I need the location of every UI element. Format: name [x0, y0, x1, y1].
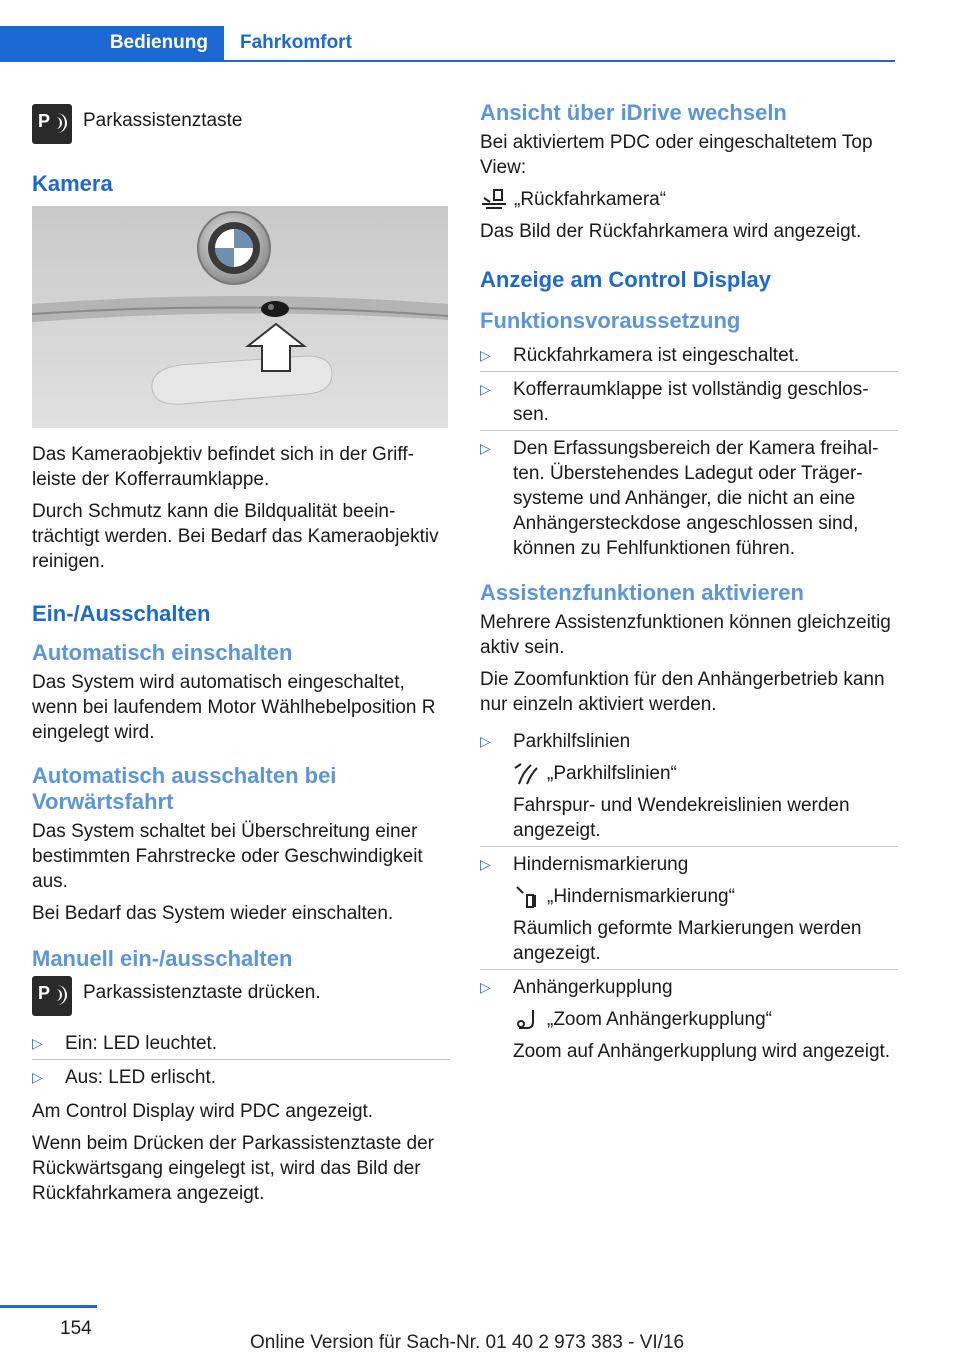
park-assist-press-label: Parkassistenztaste drücken.	[83, 982, 321, 1003]
park-assist-button-icon: P	[32, 104, 72, 144]
requirements-list	[480, 338, 898, 564]
footer-version: Online Version für Sach-Nr. 01 40 2 973 383 - VI/16	[250, 1332, 685, 1353]
heading-auto-ein: Automatisch einschalten	[32, 640, 293, 665]
park-assist-key-label: Parkassistenztaste	[83, 110, 243, 131]
tab-fahrkomfort[interactable]: Fahrkomfort	[240, 32, 352, 53]
list-item: ▷ Ein: LED leuchtet.	[32, 1026, 450, 1060]
paragraph-rueckwaerts: Wenn beim Drücken der Parkassistenztaste der Rückwärtsgang eingelegt ist, wird das Bild der Rückfahrkamera angezeigt.	[32, 1133, 434, 1204]
park-assist-press-row	[32, 976, 450, 1016]
list-item: ▷ Aus: LED erlischt.	[32, 1067, 216, 1088]
assist-functions-list	[480, 724, 898, 1067]
tab-bedienung[interactable]: Bedienung	[0, 26, 224, 60]
menu-parkhilfslinien: „Parkhilfslinien“	[513, 761, 898, 786]
park-assist-button-icon: P	[32, 976, 72, 1016]
paragraph-assist-1: Mehrere Assistenzfunktionen können gleichzeitig aktiv sein.	[480, 612, 891, 658]
page-number: 154	[60, 1318, 92, 1339]
obstacle-marking-icon	[513, 885, 541, 909]
paragraph-kamera-1: Das Kameraobjektiv befindet sich in der Griffleiste der Kofferraumklappe.	[32, 444, 414, 490]
rear-camera-icon	[480, 188, 508, 212]
heading-assistenzfunktionen: Assistenzfunktionen aktivieren	[480, 580, 804, 605]
trailer-hitch-icon	[513, 1008, 541, 1032]
paragraph-assist-2: Die Zoomfunktion für den Anhängerbetrieb kann nur einzeln aktiviert werden.	[480, 669, 885, 715]
heading-ein-ausschalten: Ein-/Ausschalten	[32, 601, 211, 626]
list-item: ▷ Anhängerkupplung „Zoom Anhängerkupplung“ Zoom auf Anhängerkupplung wird angezeigt.	[480, 970, 898, 1067]
list-item: ▷ Parkhilfslinien „Parkhilfslinien“ Fahrspur- und Wendekreislinien werden angezeigt.	[480, 724, 898, 847]
assist-title: Anhängerkupplung	[513, 977, 673, 998]
menu-rueckfahrkamera-label: „Rückfahrkamera“	[514, 189, 667, 210]
paragraph-pdc: Am Control Display wird PDC angezeigt.	[32, 1101, 374, 1122]
heading-anzeige: Anzeige am Control Display	[480, 267, 771, 292]
heading-auto-aus: Automatisch ausschalten bei Vorwärtsfahrt	[32, 763, 337, 814]
menu-hindernismarkierung: „Hindernismarkierung“	[513, 884, 898, 909]
assist-desc: Räumlich geformte Markierungen werden angezeigt.	[513, 918, 862, 964]
heading-ansicht: Ansicht über iDrive wechseln	[480, 100, 787, 125]
left-column	[32, 100, 450, 1213]
camera-photo-illustration	[32, 206, 448, 428]
heading-manuell: Manuell ein-/ausschalten	[32, 946, 293, 971]
camera-photo	[32, 206, 448, 428]
assist-title: Parkhilfslinien	[513, 731, 631, 752]
paragraph-auto-aus-2: Bei Bedarf das System wieder einschalten.	[32, 903, 394, 924]
heading-funktionsvoraussetzung: Funktionsvoraussetzung	[480, 308, 741, 333]
list-item: ▷ Rückfahrkamera ist eingeschaltet.	[480, 338, 898, 372]
paragraph-ansicht: Bei aktiviertem PDC oder eingeschaltetem Top View:	[480, 132, 873, 178]
list-item: ▷ Hindernismarkierung „Hindernismarkierung“ Räumlich geformte Markierungen werden angezeigt.	[480, 847, 898, 970]
right-column	[480, 100, 898, 1073]
heading-kamera: Kamera	[32, 171, 113, 196]
park-assist-key-row	[32, 104, 450, 144]
paragraph-bild: Das Bild der Rückfahrkamera wird angezeigt.	[480, 221, 862, 242]
menu-zoom-anhaengerkupplung: „Zoom Anhängerkupplung“	[513, 1007, 898, 1032]
assist-desc: Zoom auf Anhängerkupplung wird angezeigt.	[513, 1041, 891, 1062]
assist-title: Hindernismarkierung	[513, 854, 689, 875]
assist-desc: Fahrspur- und Wendekreislinien werden angezeigt.	[513, 795, 850, 841]
paragraph-auto-ein: Das System wird automatisch eingeschaltet, wenn bei laufendem Motor Wählhebelposition R eingelegt wird.	[32, 672, 436, 743]
paragraph-auto-aus-1: Das System schaltet bei Überschreitung einer bestimmten Fahrstrecke oder Geschwindigkeit aus.	[32, 821, 423, 892]
paragraph-kamera-2: Durch Schmutz kann die Bildqualität beeinträchtigt werden. Bei Bedarf das Kameraobjektiv reinigen.	[32, 501, 439, 572]
chapter-tabs	[0, 26, 895, 62]
menu-rueckfahrkamera	[480, 187, 898, 212]
page-number-bar	[0, 1305, 97, 1308]
list-item: ▷ Den Erfassungsbereich der Kamera freihalten. Überstehendes Ladegut oder Trägersysteme und Anhänger, die nicht an eine Anhängersteckdose angeschlossen sind, können zu Fehlfunktionen führen.	[480, 438, 879, 559]
list-item: ▷ Kofferraumklappe ist vollständig geschlossen.	[480, 372, 898, 431]
parking-lines-icon	[513, 762, 541, 786]
led-status-list	[32, 1026, 450, 1093]
